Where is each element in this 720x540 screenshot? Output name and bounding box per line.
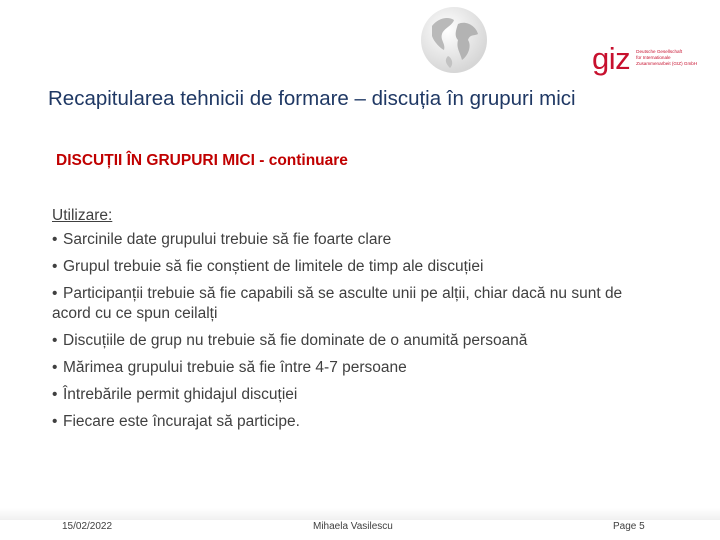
bullet-text: Participanții trebuie să fie capabili să se asculte unii pe alții, chiar dacă nu sunt de acord cu ce spun ceilalți xyxy=(52,285,623,322)
bullet-item xyxy=(52,257,662,277)
bullet-marker: • xyxy=(52,359,58,376)
footer-page-number: Page 5 xyxy=(613,521,645,532)
slide-content xyxy=(52,206,662,439)
footer-author: Mihaela Vasilescu xyxy=(313,521,393,532)
slide-title: Recapitularea tehnicii de formare – discuția în grupuri mici xyxy=(48,87,576,110)
bullet-item xyxy=(52,331,662,351)
giz-logo-line: für Internationale xyxy=(636,55,671,60)
bullet-marker: • xyxy=(52,386,58,403)
footer-date: 15/02/2022 xyxy=(62,521,113,532)
giz-logo-mark: giz xyxy=(592,41,631,76)
giz-logo xyxy=(592,41,698,76)
bullet-text: Întrebările permit ghidajul discuției xyxy=(63,386,298,403)
bullet-text: Discuțiile de grup nu trebuie să fie dominate de o anumită persoană xyxy=(63,332,528,349)
bullet-marker: • xyxy=(52,231,58,248)
bullet-marker: • xyxy=(52,332,58,349)
bullet-text: Mărimea grupului trebuie să fie între 4-7 persoane xyxy=(63,359,407,376)
slide-subtitle: DISCUȚII ÎN GRUPURI MICI - continuare xyxy=(56,152,348,169)
giz-logo-line: Zusammenarbeit (GIZ) GmbH xyxy=(636,61,698,66)
bullet-text: Fiecare este încurajat să participe. xyxy=(63,413,300,430)
globe-icon xyxy=(418,4,490,76)
bullet-item xyxy=(52,412,662,432)
bullet-item xyxy=(52,284,662,324)
bullet-marker: • xyxy=(52,258,58,275)
bullet-item xyxy=(52,358,662,378)
bullet-marker: • xyxy=(52,413,58,430)
footer-divider xyxy=(0,508,720,520)
bullet-text: Sarcinile date grupului trebuie să fie foarte clare xyxy=(63,231,392,248)
giz-logo-text xyxy=(636,49,697,67)
bullet-marker: • xyxy=(52,285,58,302)
giz-logo-line: Deutsche Gesellschaft xyxy=(636,49,683,54)
usage-heading: Utilizare: xyxy=(52,207,113,224)
bullet-item xyxy=(52,230,662,250)
bullet-item xyxy=(52,385,662,405)
bullet-text: Grupul trebuie să fie conștient de limitele de timp ale discuției xyxy=(63,258,484,275)
